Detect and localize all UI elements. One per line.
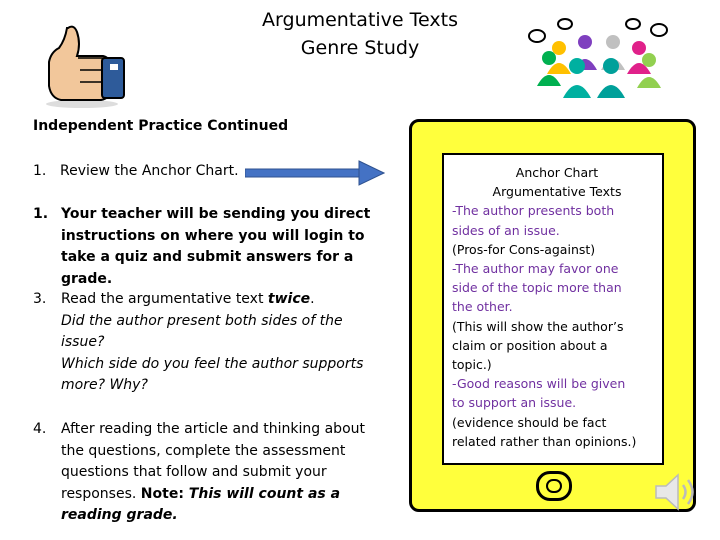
people-discussion-icon: [525, 18, 675, 98]
anchor-chart-line: -Good reasons will be given: [452, 376, 626, 392]
anchor-chart-line: the other.: [452, 299, 513, 315]
step-4-line-4: [33, 484, 403, 506]
thumbs-up-icon: [30, 20, 130, 110]
step-3-number: 3.: [33, 291, 47, 307]
anchor-chart-subheading: Argumentative Texts: [492, 184, 622, 200]
step-4-note-text: This will count as a: [188, 485, 341, 502]
step-3-line-3: issue?: [61, 334, 105, 350]
title-line-1: Argumentative Texts: [262, 9, 458, 31]
step-2-line-2: instructions on where you will login to: [61, 227, 365, 244]
step-3-line-1-a: Read the argumentative text: [61, 291, 268, 307]
anchor-chart-line: topic.): [452, 357, 492, 373]
anchor-chart-line: sides of an issue.: [452, 222, 560, 238]
step-2: [33, 204, 403, 290]
tablet-home-button: [536, 471, 572, 501]
step-3-line-1: [61, 289, 393, 311]
page-title: [180, 6, 540, 62]
step-2-line-3: take a quiz and submit answers for a grade.: [61, 249, 354, 287]
anchor-chart-line: (evidence should be fact: [452, 414, 607, 430]
step-1-number: 1.: [33, 163, 47, 179]
anchor-chart-heading: Anchor Chart: [515, 165, 599, 180]
step-4-line-3: questions that follow and submit your: [61, 464, 327, 480]
step-2-number: 1.: [33, 206, 49, 222]
anchor-chart-line: (This will show the author’s: [452, 318, 624, 334]
step-1: [33, 163, 239, 179]
anchor-chart-line: -The author presents both: [452, 203, 615, 219]
anchor-chart: [452, 163, 662, 451]
step-4-line-5: reading grade.: [61, 507, 178, 523]
anchor-chart-line: side of the topic more than: [452, 280, 622, 296]
step-4: [33, 419, 403, 527]
step-4-line-1: After reading the article and thinking about: [61, 421, 366, 437]
title-line-2: Genre Study: [300, 37, 420, 59]
step-3-line-4: Which side do you feel the author supports: [61, 355, 364, 372]
step-3: [33, 289, 393, 397]
section-title: Independent Practice Continued: [33, 118, 289, 134]
anchor-chart-line: to support an issue.: [452, 395, 577, 411]
arrow-right-icon: [245, 160, 385, 186]
step-3-line-5: more? Why?: [61, 377, 148, 393]
anchor-chart-line: (Pros-for Cons-against): [452, 241, 596, 257]
anchor-chart-line: claim or position about a: [452, 337, 608, 353]
step-4-line-4-a: responses.: [61, 485, 141, 502]
step-4-number: 4.: [33, 421, 47, 437]
step-2-line-1: Your teacher will be sending you direct: [61, 206, 371, 222]
step-1-text: Review the Anchor Chart.: [60, 163, 239, 179]
step-3-line-1-c: .: [310, 291, 315, 307]
step-4-note-label: Note:: [140, 485, 189, 502]
anchor-chart-line: -The author may favor one: [452, 261, 619, 277]
step-4-line-2: the questions, complete the assessment: [61, 442, 346, 459]
speaker-icon[interactable]: [652, 470, 700, 514]
anchor-chart-line: related rather than opinions.): [452, 433, 637, 449]
step-3-emphasis: twice: [267, 291, 311, 307]
step-3-line-2: Did the author present both sides of the: [61, 312, 343, 329]
